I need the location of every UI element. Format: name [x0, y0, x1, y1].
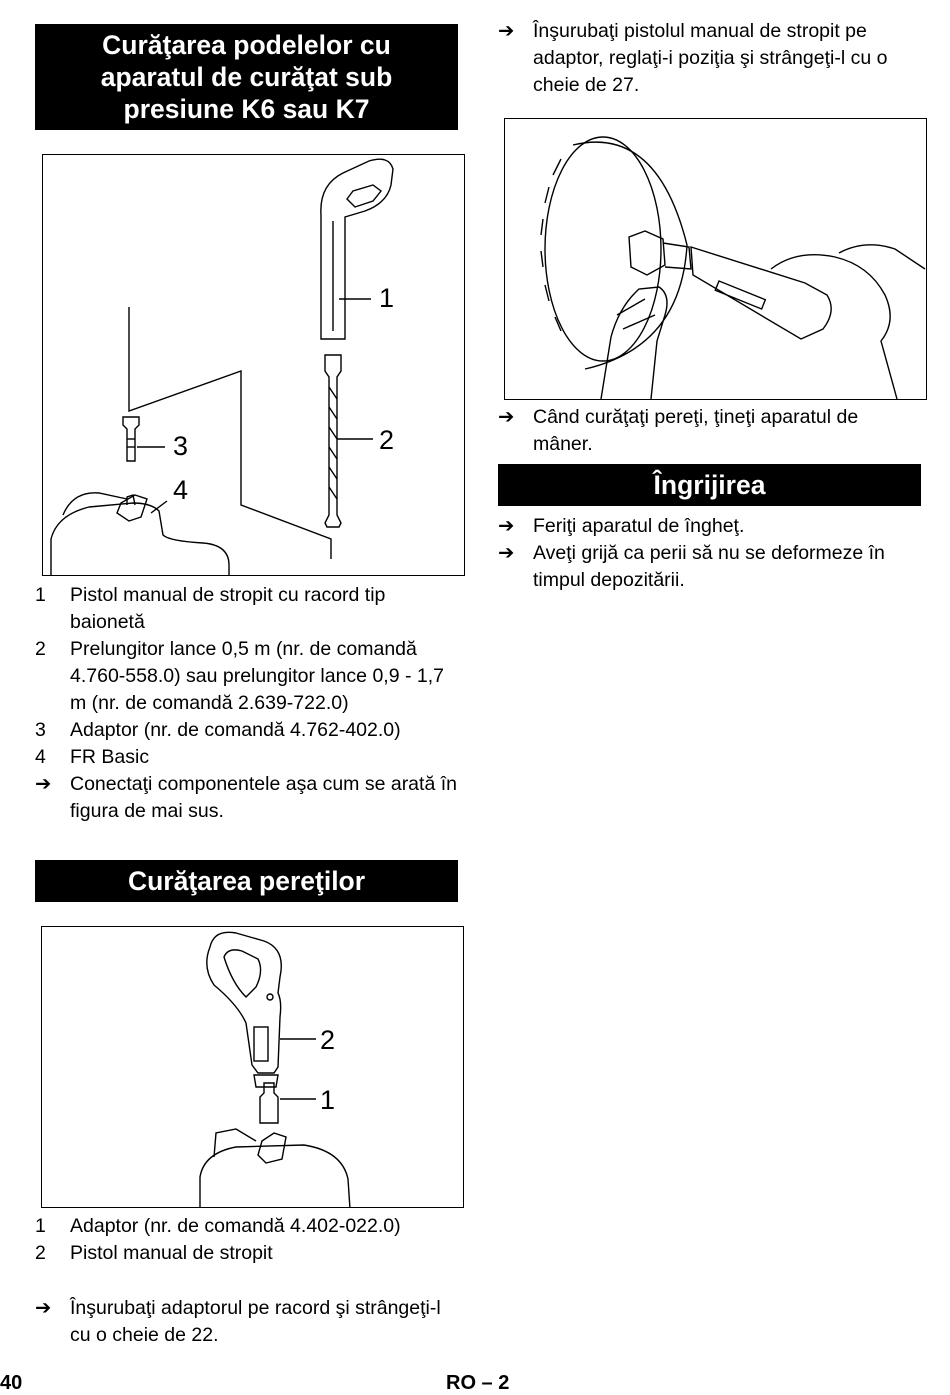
step-hold-handle — [498, 404, 921, 458]
figure-components — [42, 154, 465, 576]
list-text: Înşurubaţi adaptorul pe racord şi strângeţi-l cu o cheie de 22. — [70, 1297, 441, 1346]
list-text: Înşurubaţi pistolul manual de stropit pe adaptor, reglaţi-i poziţia şi strângeţi-l cu o cheie de 27. — [533, 20, 888, 96]
surface-cleaner-shape — [200, 1145, 350, 1208]
callout-2: 2 — [379, 425, 395, 455]
list-text: Adaptor (nr. de comandă 4.402-022.0) — [70, 1215, 401, 1237]
list-item-step — [498, 18, 921, 99]
heading-line: aparatul de curăţat sub — [100, 62, 393, 92]
spray-gun-shape — [207, 932, 281, 1073]
arrow-icon: ➔ — [498, 406, 515, 428]
list-item-step — [498, 513, 921, 540]
heading-text: Îngrijirea — [653, 469, 766, 500]
callout-4: 4 — [173, 475, 189, 505]
list-text: Feriţi aparatul de îngheţ. — [533, 515, 745, 537]
adaptor-shape — [260, 1083, 278, 1123]
list-item — [35, 1213, 458, 1240]
list-marker: 4 — [35, 746, 46, 768]
step-screw-adaptor — [35, 1295, 458, 1349]
legend-components — [35, 582, 458, 825]
list-item — [35, 582, 458, 636]
list-marker: 3 — [35, 719, 46, 741]
list-marker: 1 — [35, 584, 46, 606]
page-number: 40 — [0, 1372, 23, 1394]
list-item — [35, 717, 458, 744]
lance-shape — [325, 355, 341, 527]
list-text: Pistol manual de stropit — [70, 1242, 273, 1264]
hand-tighten-illustration — [505, 119, 927, 400]
arrow-icon: ➔ — [35, 773, 52, 795]
spray-gun-shape — [691, 247, 831, 339]
list-marker: 1 — [35, 1215, 46, 1237]
wall-adaptor-illustration — [42, 927, 464, 1208]
arrow-icon: ➔ — [498, 20, 515, 42]
list-text: Adaptor (nr. de comandă 4.762-402.0) — [70, 719, 401, 741]
heading-text: Curăţarea pereţilor — [127, 865, 366, 896]
list-text: Conectaţi componentele aşa cum se arată în figura de mai sus. — [70, 773, 457, 822]
step-screw-pistol — [498, 18, 921, 99]
list-text: FR Basic — [70, 746, 150, 768]
callout-3: 3 — [173, 431, 189, 461]
surface-cleaner-shape — [51, 503, 229, 576]
arrow-icon: ➔ — [35, 1297, 52, 1319]
list-item-step — [35, 771, 458, 825]
figure-wall-adaptor — [41, 926, 464, 1208]
heading-wall-cleaning — [35, 860, 458, 902]
care-steps — [498, 513, 921, 594]
callout-1: 1 — [379, 283, 395, 313]
list-item-step — [498, 404, 921, 458]
list-item-step — [35, 1295, 458, 1349]
list-marker: 2 — [35, 638, 46, 660]
list-item — [35, 636, 458, 717]
components-illustration — [43, 155, 465, 576]
list-item — [35, 744, 458, 771]
list-item-step — [498, 540, 921, 594]
heading-line: Curăţarea podelelor cu — [102, 30, 391, 60]
list-text: Când curăţaţi pereţi, ţineţi aparatul de mâner. — [533, 406, 859, 455]
heading-line: presiune K6 sau K7 — [123, 94, 370, 124]
arrow-icon: ➔ — [498, 515, 515, 537]
arrow-icon: ➔ — [498, 542, 515, 564]
heading-floor-cleaning — [35, 24, 458, 130]
list-item — [35, 1240, 458, 1267]
callout-1: 1 — [320, 1085, 336, 1115]
list-text: Prelungitor lance 0,5 m (nr. de comandă 4.760-558.0) sau prelungitor lance 0,9 - 1,7 m (nr. de comandă 2.639-722.0) — [70, 638, 444, 714]
callout-2: 2 — [320, 1025, 336, 1055]
heading-care — [498, 464, 921, 506]
legend-wall — [35, 1213, 458, 1267]
figure-hand-tighten — [504, 118, 927, 400]
list-text: Pistol manual de stropit cu racord tip baionetă — [70, 584, 386, 633]
surface-cleaner-shape — [545, 137, 661, 361]
section-label: RO – 2 — [446, 1372, 510, 1394]
list-text: Aveţi grijă ca perii să nu se deformeze în timpul depozitării. — [533, 542, 885, 591]
list-marker: 2 — [35, 1242, 46, 1264]
